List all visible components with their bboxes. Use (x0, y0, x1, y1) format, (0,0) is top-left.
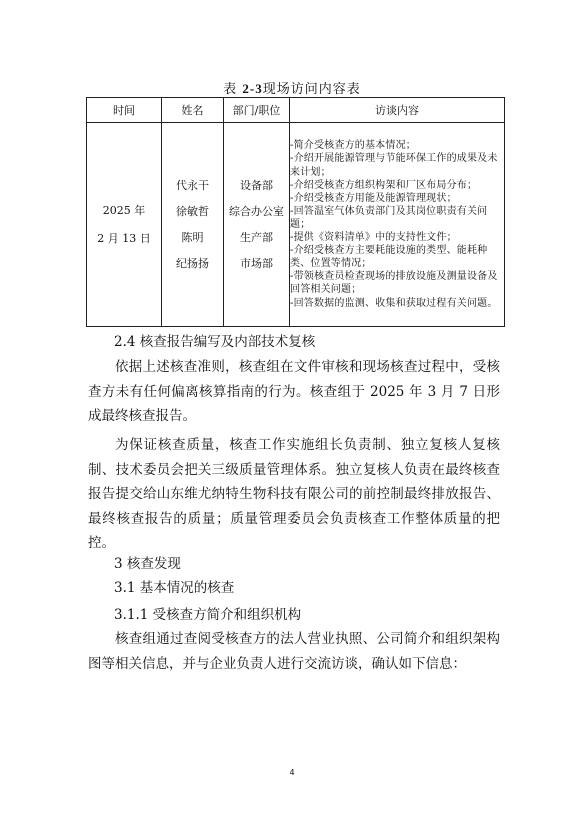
paragraph-quality-control: 为保证核查质量，核查工作实施组长负责制、独立复核人复核制、技术委员会把关三级质量管理体系。独立复核人负责在最终核查报告提交给山东维尤纳特生物科技有限公司的前控制最终排放报告、最终核查报告的质量；质量管理委员会负责核查工作整体质量的把控。 (88, 437, 500, 551)
page-number: 4 (289, 768, 295, 777)
interview-topic: -介绍开展能源管理与节能环保工作的成果及未来计划； (290, 153, 498, 178)
table-caption (0, 78, 584, 97)
section-heading-3-1: 3.1 基本情况的核查 (114, 580, 235, 596)
paragraph-company-info: 核查组通过查阅受核查方的法人营业执照、公司简介和组织架构图等相关信息，并与企业负责人进行交流访谈，确认如下信息： (88, 631, 500, 672)
date-line-2: 2 月 13 日 (97, 231, 151, 245)
interview-topic: -介绍受核查方主要耗能设施的类型、能耗种类、位置等情况； (290, 245, 488, 270)
names-cell (162, 123, 224, 327)
person-name: 代永干 (176, 178, 209, 192)
interview-topic: -回答温室气体负责部门及其岗位职责有关问题； (290, 205, 488, 230)
topics-cell (290, 123, 505, 327)
interview-topic: -带领核查员检查现场的排放设施及测量设备及回答相关问题； (290, 271, 498, 296)
person-name: 徐敏哲 (176, 204, 209, 218)
person-name: 陈明 (181, 230, 204, 244)
interview-topic: -简介受核查方的基本情况； (290, 140, 416, 152)
interview-topic: -介绍受核查方用能及能源管理现状； (290, 192, 457, 204)
paragraph-review-conclusion: 依据上述核查准则，核查组在文件审核和现场核查过程中，受核查方未有任何偏离核算指南的行为。核查组于 2025 年 3 月 7 日形成最终核查报告。 (88, 359, 500, 424)
date-cell (87, 123, 162, 327)
header-department: 部门/职位 (224, 98, 290, 123)
section-heading-3-1-1: 3.1.1 受核查方简介和组织机构 (114, 607, 302, 623)
table-header-row (87, 98, 505, 123)
person-name: 纪扬扬 (176, 256, 209, 270)
table-caption-prefix: 表 (223, 82, 243, 97)
interview-topic: -提供《资料清单》中的支持性文件； (290, 232, 457, 244)
header-interview-content: 访谈内容 (290, 98, 505, 123)
department: 生产部 (240, 230, 273, 244)
table-row (87, 123, 505, 327)
section-heading-2-4: 2.4 核查报告编写及内部技术复核 (114, 334, 316, 350)
header-name: 姓名 (162, 98, 224, 123)
departments-cell (224, 123, 290, 327)
table-caption-number: 2-3 (242, 81, 263, 96)
date-line-1: 2025 年 (102, 203, 146, 217)
table-caption-title: 现场访问内容表 (262, 82, 361, 97)
header-time: 时间 (87, 98, 162, 123)
department: 市场部 (240, 256, 273, 270)
department: 综合办公室 (229, 204, 284, 218)
site-visit-table (86, 97, 505, 327)
interview-topic: -回答数据的监测、收集和获取过程有关问题。 (290, 297, 498, 309)
section-heading-3: 3 核查发现 (114, 556, 181, 572)
interview-topic: -介绍受核查方组织构架和厂区布局分布； (290, 179, 478, 191)
department: 设备部 (240, 178, 273, 192)
